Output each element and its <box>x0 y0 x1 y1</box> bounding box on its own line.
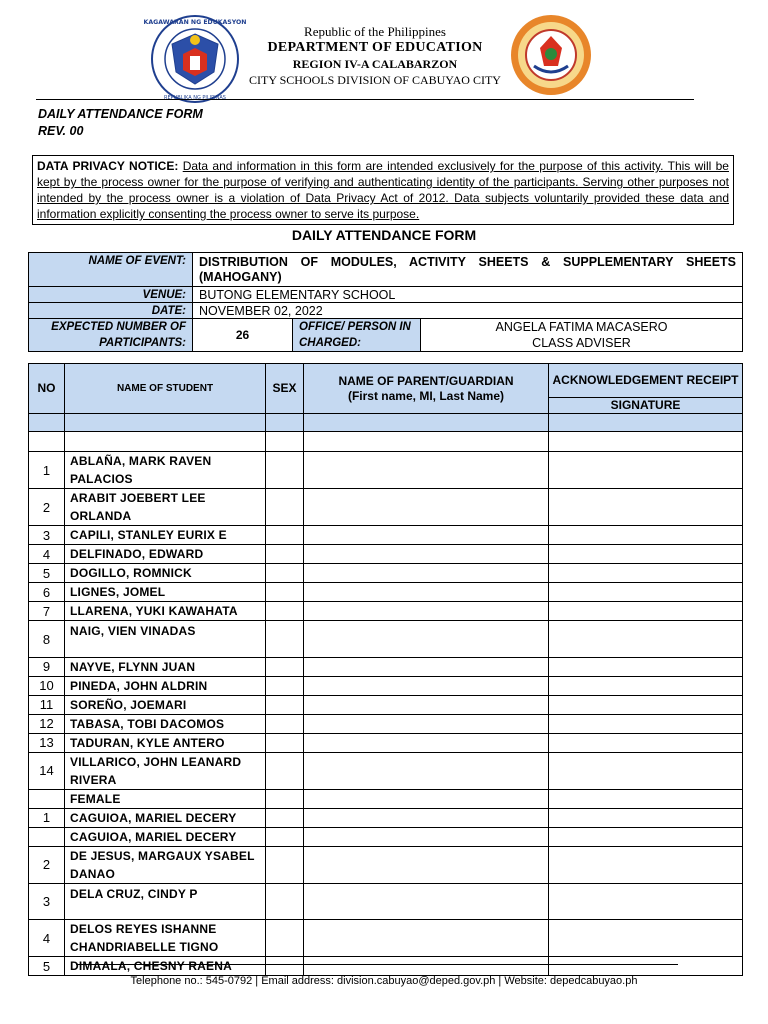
student-name: CAGUIOA, MARIEL DECERY <box>65 808 266 827</box>
table-row <box>29 883 743 920</box>
person-name: ANGELA FATIMA MACASERO <box>495 320 668 334</box>
table-row <box>29 957 743 976</box>
row-number: 10 <box>29 676 65 695</box>
parent-cell[interactable] <box>304 733 549 752</box>
blank-cell <box>549 789 743 808</box>
signature-cell[interactable] <box>549 827 743 846</box>
footer-divider <box>76 964 678 965</box>
blank-cell <box>266 432 304 452</box>
parent-cell[interactable] <box>304 883 549 920</box>
sex-cell[interactable] <box>266 583 304 602</box>
signature-cell[interactable] <box>549 657 743 676</box>
signature-cell[interactable] <box>549 957 743 976</box>
sex-cell[interactable] <box>266 676 304 695</box>
table-row <box>29 564 743 583</box>
table-row <box>29 808 743 827</box>
student-name: SOREÑO, JOEMARI <box>65 695 266 714</box>
form-revision: REV. 00 <box>38 124 84 138</box>
table-row <box>29 714 743 733</box>
header-spacer <box>549 414 743 432</box>
table-row <box>29 526 743 545</box>
date-label: DATE: <box>29 303 193 319</box>
parent-cell[interactable] <box>304 526 549 545</box>
row-number: 2 <box>29 489 65 526</box>
row-number: 12 <box>29 714 65 733</box>
sex-cell[interactable] <box>266 957 304 976</box>
parent-cell[interactable] <box>304 920 549 957</box>
table-row <box>29 489 743 526</box>
row-number: 14 <box>29 752 65 789</box>
form-code-name: DAILY ATTENDANCE FORM <box>38 107 203 121</box>
parent-cell[interactable] <box>304 621 549 658</box>
signature-cell[interactable] <box>549 564 743 583</box>
student-name: DELOS REYES ISHANNE CHANDRIABELLE TIGNO <box>65 920 266 957</box>
sex-cell[interactable] <box>266 714 304 733</box>
signature-cell[interactable] <box>549 545 743 564</box>
signature-cell[interactable] <box>549 883 743 920</box>
venue-value: BUTONG ELEMENTARY SCHOOL <box>193 287 743 303</box>
division-seal-logo <box>510 14 592 96</box>
division-line: CITY SCHOOLS DIVISION OF CABUYAO CITY <box>249 73 501 87</box>
section-label-female: FEMALE <box>65 789 266 808</box>
table-row <box>29 657 743 676</box>
svg-text:REPUBLIKA NG PILIPINAS: REPUBLIKA NG PILIPINAS <box>164 95 226 101</box>
student-name: LIGNES, JOMEL <box>65 583 266 602</box>
blank-cell <box>304 432 549 452</box>
parent-cell[interactable] <box>304 752 549 789</box>
parent-cell[interactable] <box>304 957 549 976</box>
student-name: TABASA, TOBI DACOMOS <box>65 714 266 733</box>
venue-label: VENUE: <box>29 287 193 303</box>
parent-cell[interactable] <box>304 657 549 676</box>
sex-cell[interactable] <box>266 526 304 545</box>
sex-cell[interactable] <box>266 808 304 827</box>
student-name: DE JESUS, MARGAUX YSABEL DANAO <box>65 846 266 883</box>
sex-cell[interactable] <box>266 621 304 658</box>
parent-header-title: NAME OF PARENT/GUARDIAN <box>338 373 514 388</box>
row-number: 9 <box>29 657 65 676</box>
department-line: DEPARTMENT OF EDUCATION <box>267 40 483 55</box>
student-name: VILLARICO, JOHN LEANARD RIVERA <box>65 752 266 789</box>
col-ack-header: ACKNOWLEDGEMENT RECEIPT <box>549 364 743 398</box>
student-name: DIMAALA, CHESNY RAENA <box>65 957 266 976</box>
sex-cell[interactable] <box>266 695 304 714</box>
region-line: REGION IV-A CALABARZON <box>292 57 458 71</box>
signature-cell[interactable] <box>549 714 743 733</box>
col-signature-header: SIGNATURE <box>549 398 743 414</box>
student-name: DELFINADO, EDWARD <box>65 545 266 564</box>
col-student-header: NAME OF STUDENT <box>65 364 266 414</box>
blank-cell <box>266 789 304 808</box>
row-number: 4 <box>29 545 65 564</box>
signature-cell[interactable] <box>549 695 743 714</box>
date-value: NOVEMBER 02, 2022 <box>193 303 743 319</box>
header-spacer <box>65 414 266 432</box>
letterhead-text <box>240 24 510 88</box>
svg-text:KAGAWARAN NG EDUKASYON: KAGAWARAN NG EDUKASYON <box>143 19 247 26</box>
row-number: 4 <box>29 920 65 957</box>
parent-cell[interactable] <box>304 695 549 714</box>
row-number: 3 <box>29 526 65 545</box>
blank-cell <box>65 432 266 452</box>
signature-cell[interactable] <box>549 526 743 545</box>
table-row <box>29 695 743 714</box>
sex-cell[interactable] <box>266 827 304 846</box>
row-number: 3 <box>29 883 65 920</box>
col-parent-header <box>304 364 549 414</box>
student-name: ABLAÑA, MARK RAVEN PALACIOS <box>65 452 266 489</box>
sex-cell[interactable] <box>266 657 304 676</box>
privacy-label: DATA PRIVACY NOTICE: <box>37 159 179 173</box>
sex-cell[interactable] <box>266 452 304 489</box>
sex-cell[interactable] <box>266 920 304 957</box>
data-privacy-notice <box>32 155 734 225</box>
section-row-female <box>29 789 743 808</box>
signature-cell[interactable] <box>549 602 743 621</box>
row-number: 2 <box>29 846 65 883</box>
parent-cell[interactable] <box>304 489 549 526</box>
student-name: NAYVE, FLYNN JUAN <box>65 657 266 676</box>
student-name: ARABIT JOEBERT LEE ORLANDA <box>65 489 266 526</box>
blank-cell <box>29 432 65 452</box>
student-name: TADURAN, KYLE ANTERO <box>65 733 266 752</box>
table-row <box>29 920 743 957</box>
footer-contact: Telephone no.: 545-0792 | Email address: division.cabuyao@deped.gov.ph | Website: depedcabuyao.ph <box>130 975 638 987</box>
parent-cell[interactable] <box>304 846 549 883</box>
event-name-label: NAME OF EVENT: <box>29 253 193 287</box>
republic-line: Republic of the Philippines <box>304 24 446 39</box>
sex-cell[interactable] <box>266 752 304 789</box>
signature-cell[interactable] <box>549 733 743 752</box>
sex-cell[interactable] <box>266 602 304 621</box>
student-name: CAGUIOA, MARIEL DECERY <box>65 827 266 846</box>
signature-cell[interactable] <box>549 808 743 827</box>
sex-cell[interactable] <box>266 846 304 883</box>
row-number <box>29 827 65 846</box>
col-no-header: NO <box>29 364 65 414</box>
header-spacer <box>266 414 304 432</box>
letterhead <box>0 0 768 100</box>
parent-cell[interactable] <box>304 583 549 602</box>
table-row <box>29 733 743 752</box>
sex-cell[interactable] <box>266 545 304 564</box>
table-row <box>29 602 743 621</box>
header-spacer <box>304 414 549 432</box>
signature-cell[interactable] <box>549 621 743 658</box>
row-number: 5 <box>29 957 65 976</box>
row-number: 6 <box>29 583 65 602</box>
table-row <box>29 545 743 564</box>
event-info-table <box>28 252 743 352</box>
table-row <box>29 452 743 489</box>
table-row <box>29 676 743 695</box>
attendance-rows <box>29 432 743 976</box>
office-person-label: OFFICE/ PERSON IN CHARGED: <box>293 319 421 352</box>
parent-header-sub: (First name, MI, Last Name) <box>347 388 505 403</box>
signature-cell[interactable] <box>549 452 743 489</box>
table-row <box>29 583 743 602</box>
sex-cell[interactable] <box>266 564 304 583</box>
parent-cell[interactable] <box>304 452 549 489</box>
parent-cell[interactable] <box>304 545 549 564</box>
blank-cell <box>549 432 743 452</box>
col-sex-header: SEX <box>266 364 304 414</box>
row-number: 5 <box>29 564 65 583</box>
student-name: CAPILI, STANLEY EURIX E <box>65 526 266 545</box>
person-position: CLASS ADVISER <box>532 336 631 350</box>
form-identifier <box>38 106 203 140</box>
parent-cell[interactable] <box>304 714 549 733</box>
signature-cell[interactable] <box>549 846 743 883</box>
signature-cell[interactable] <box>549 489 743 526</box>
student-name: PINEDA, JOHN ALDRIN <box>65 676 266 695</box>
sex-cell[interactable] <box>266 883 304 920</box>
row-number: 1 <box>29 808 65 827</box>
header-spacer <box>29 414 65 432</box>
signature-cell[interactable] <box>549 583 743 602</box>
event-name-value: DISTRIBUTION OF MODULES, ACTIVITY SHEETS & SUPPLEMENTARY SHEETS (MAHOGANY) <box>193 253 743 287</box>
row-number: 7 <box>29 602 65 621</box>
expected-participants-value: 26 <box>193 319 293 352</box>
student-name: LLARENA, YUKI KAWAHATA <box>65 602 266 621</box>
student-name: DELA CRUZ, CINDY P <box>65 883 266 920</box>
header-divider <box>36 99 694 100</box>
blank-cell <box>304 789 549 808</box>
attendance-table <box>28 363 743 976</box>
parent-cell[interactable] <box>304 564 549 583</box>
student-name: NAIG, VIEN VINADAS <box>65 621 266 658</box>
parent-cell[interactable] <box>304 676 549 695</box>
student-name: DOGILLO, ROMNICK <box>65 564 266 583</box>
privacy-text: Data and information in this form are intended exclusively for the purpose of this activity. This will be kept by the process owner for the purpose of verifying and authenticating identity of the participants. Serving other purposes not intended by the process owner is a violation of Data Privacy Act of 2012. Data subjects voluntarily provided these data and information explicitly consenting the process owner to serve its purpose. <box>37 159 729 221</box>
signature-cell[interactable] <box>549 752 743 789</box>
row-number: 8 <box>29 621 65 658</box>
table-row <box>29 752 743 789</box>
sex-cell[interactable] <box>266 489 304 526</box>
form-title: DAILY ATTENDANCE FORM <box>291 227 477 243</box>
row-number: 13 <box>29 733 65 752</box>
row-number: 1 <box>29 452 65 489</box>
row-number: 11 <box>29 695 65 714</box>
deped-seal-logo <box>143 14 247 104</box>
table-row <box>29 621 743 658</box>
signature-cell[interactable] <box>549 676 743 695</box>
table-row <box>29 846 743 883</box>
sex-cell[interactable] <box>266 733 304 752</box>
table-row <box>29 827 743 846</box>
person-in-charge <box>421 319 743 352</box>
parent-cell[interactable] <box>304 808 549 827</box>
parent-cell[interactable] <box>304 602 549 621</box>
parent-cell[interactable] <box>304 827 549 846</box>
row-number <box>29 789 65 808</box>
signature-cell[interactable] <box>549 920 743 957</box>
expected-participants-label: EXPECTED NUMBER OF PARTICIPANTS: <box>29 319 193 352</box>
